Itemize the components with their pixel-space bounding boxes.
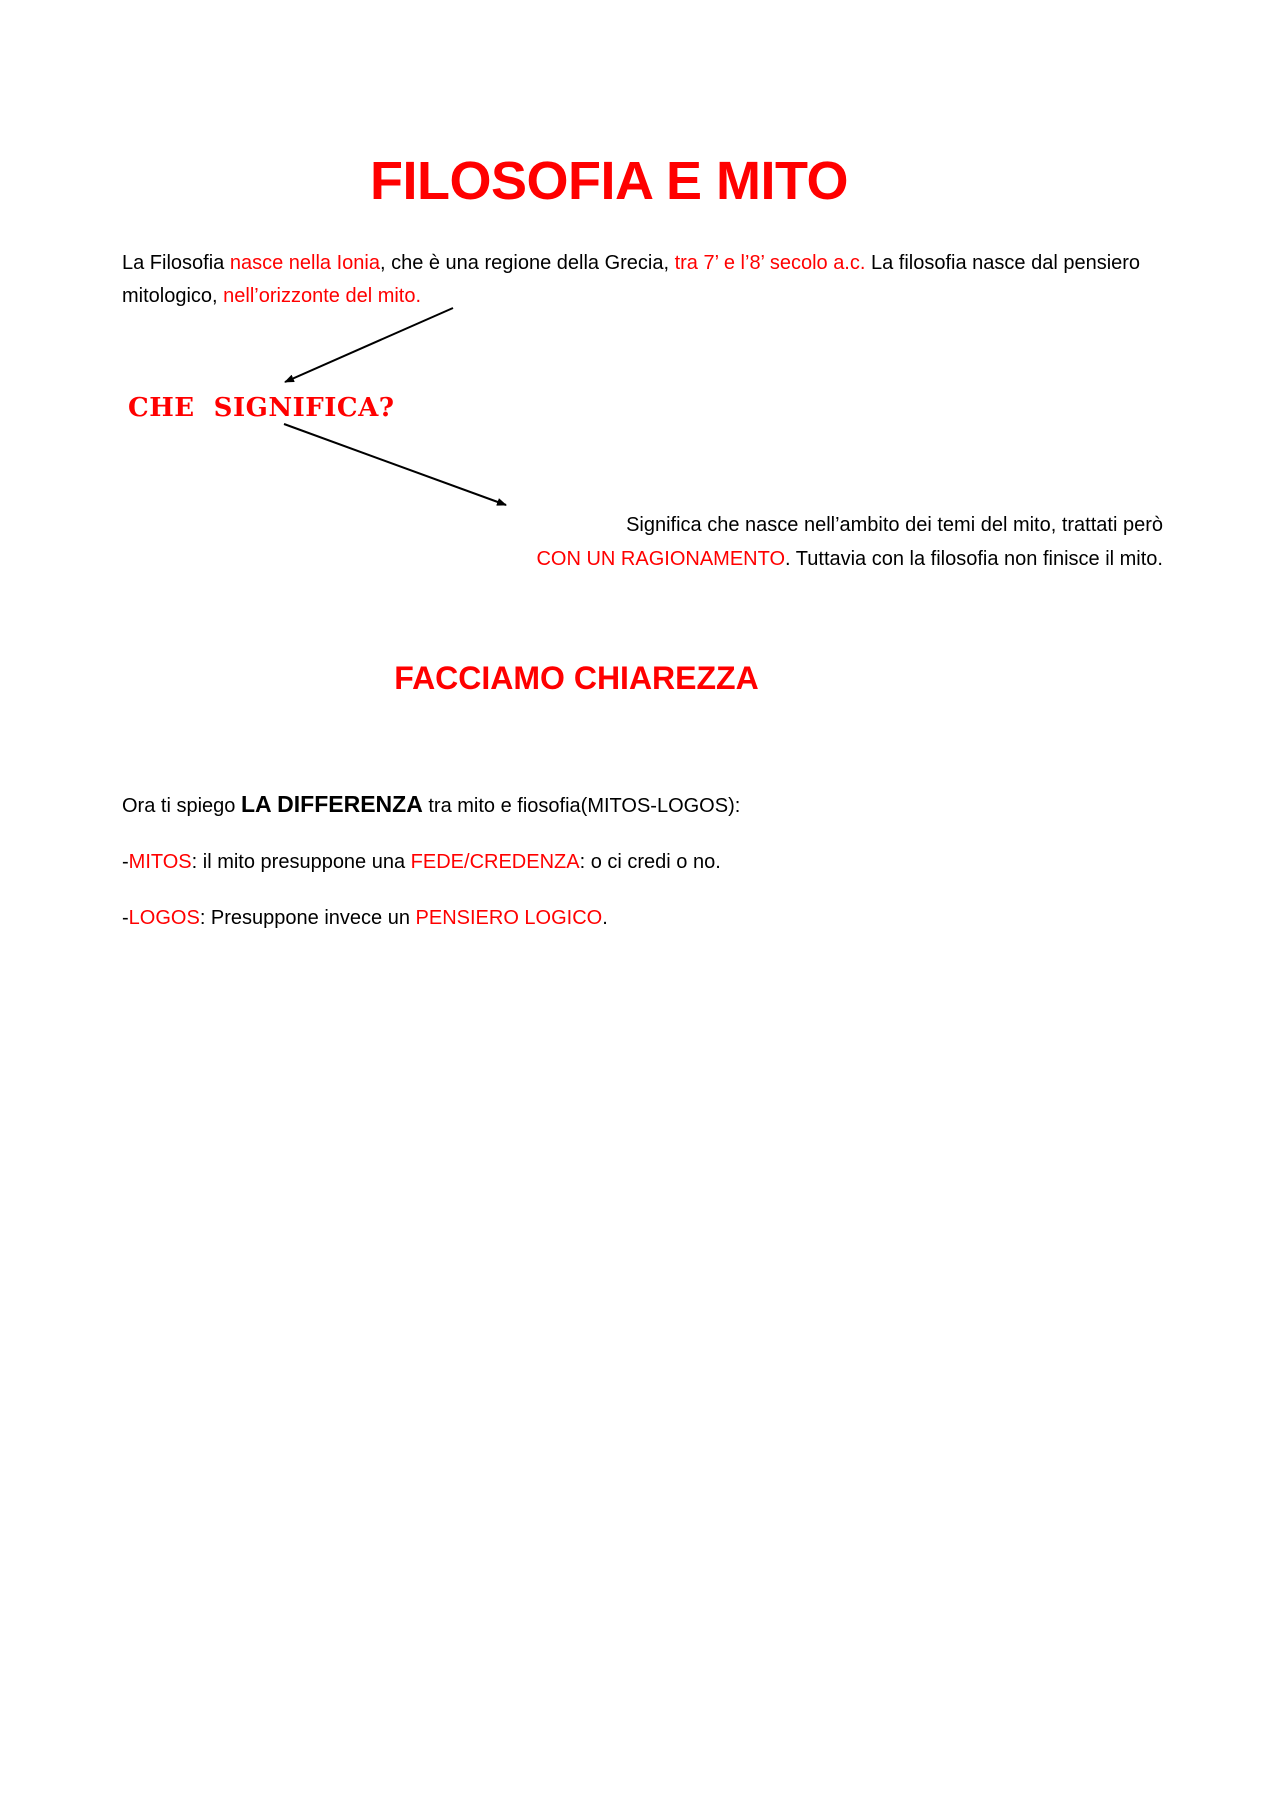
logos-text-1: : Presuppone invece un <box>199 907 416 929</box>
intro-text-3: La filosofia nasce dal pensiero mitologico, <box>122 252 1141 307</box>
arrow-to-question <box>285 308 453 382</box>
intro-highlight-myth-horizon: nell’orizzonte del mito. <box>223 285 422 307</box>
intro-text-1: La Filosofia <box>122 252 230 274</box>
arrow-to-answer <box>284 424 506 505</box>
intro-highlight-ionia: nasce nella Ionia <box>229 252 380 274</box>
mitos-line <box>122 846 1172 879</box>
section-subtitle: FACCIAMO CHIAREZZA <box>394 660 759 696</box>
intro-highlight-century: tra 7’ e l’8’ secolo a.c. <box>674 252 866 274</box>
logos-highlight-logical-thought: PENSIERO LOGICO <box>415 907 603 929</box>
logos-line <box>122 902 1172 935</box>
mitos-dash: - <box>122 851 129 873</box>
difference-text-2: tra mito e fiosofia(MITOS-LOGOS): <box>422 795 741 817</box>
answer-text-1: Significa che nasce nell’ambito dei temi del mito, trattati però <box>626 514 1163 536</box>
logos-label: LOGOS <box>128 907 200 929</box>
page-title: FILOSOFIA E MITO <box>370 151 848 211</box>
mitos-highlight-faith: FEDE/CREDENZA <box>410 851 580 873</box>
logos-dash: - <box>122 907 129 929</box>
answer-paragraph <box>443 508 1163 576</box>
mitos-text-2: : o ci credi o no. <box>579 851 721 873</box>
intro-text-2: , che è una regione della Grecia, <box>379 252 675 274</box>
difference-emphasis: LA DIFFERENZA <box>240 791 423 817</box>
answer-text-2: . Tuttavia con la filosofia non finisce il mito. <box>785 548 1163 570</box>
mitos-text-1: : il mito presuppone una <box>191 851 411 873</box>
logos-text-2: . <box>602 907 608 929</box>
difference-paragraph <box>122 788 1172 823</box>
question-heading: CHE SIGNIFICA? <box>128 393 395 423</box>
mitos-label: MITOS <box>128 851 192 873</box>
answer-highlight-reasoning: CON UN RAGIONAMENTO <box>536 548 786 570</box>
intro-paragraph <box>122 247 1172 313</box>
difference-text-1: Ora ti spiego <box>122 795 241 817</box>
